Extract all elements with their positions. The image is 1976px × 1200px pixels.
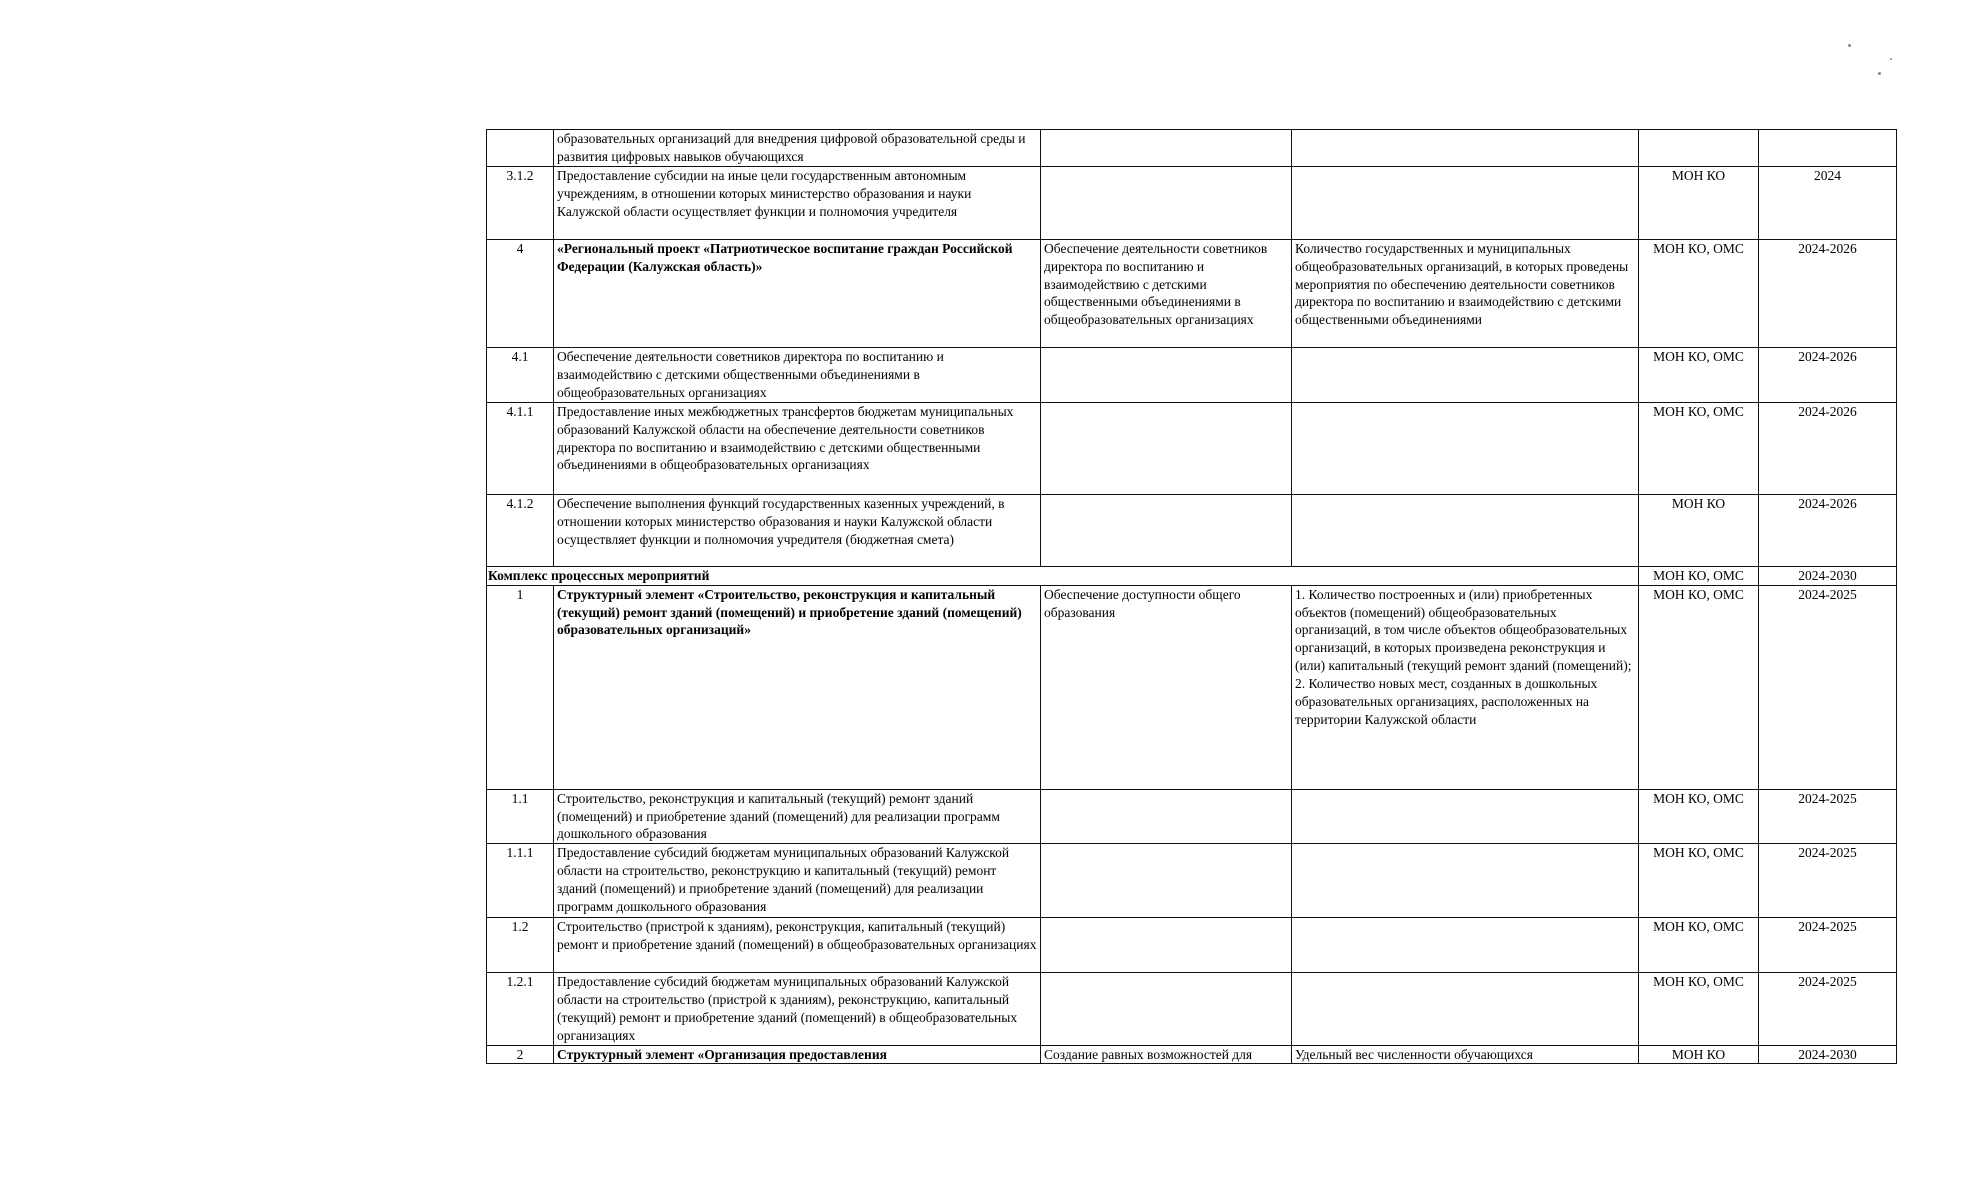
indicator-link-cell: 1. Количество построенных и (или) приобретенных объектов (помещений) общеобразовательных организаций, в том числе объектов общеобразовательных организаций, в которых произведена реконструкция и (или) капитальный (текущий ремонт зданий (помещений); 2. Количество новых мест, созданных в дошкольных образовательных организациях, расположенных на территории Калужской области <box>1292 585 1639 789</box>
table-row <box>487 1045 1897 1064</box>
row-number-cell: 4.1.1 <box>487 403 554 495</box>
expected-result-cell <box>1041 167 1292 240</box>
expected-result-cell: Обеспечение доступности общего образования <box>1041 585 1292 789</box>
responsible-executor-cell: МОН КО <box>1639 167 1759 240</box>
implementation-period-cell: 2024-2026 <box>1759 240 1897 348</box>
responsible-executor-cell: МОН КО, ОМС <box>1639 918 1759 973</box>
activity-name-cell: Структурный элемент «Организация предоставления <box>554 1045 1041 1064</box>
indicator-link-cell <box>1292 789 1639 843</box>
table-row <box>487 130 1897 167</box>
implementation-period-cell: 2024-2025 <box>1759 918 1897 973</box>
expected-result-cell <box>1041 348 1292 403</box>
table-body <box>487 130 1897 1064</box>
table-row <box>487 585 1897 789</box>
responsible-executor-cell: МОН КО, ОМС <box>1639 240 1759 348</box>
row-number-cell: 4.1 <box>487 348 554 403</box>
implementation-period-cell: 2024-2026 <box>1759 495 1897 567</box>
expected-result-cell <box>1041 918 1292 973</box>
responsible-executor-cell <box>1639 130 1759 167</box>
implementation-period-cell <box>1759 130 1897 167</box>
implementation-period-cell: 2024-2026 <box>1759 403 1897 495</box>
row-number-cell: 1 <box>487 585 554 789</box>
scan-speck <box>1878 72 1881 75</box>
table-row <box>487 403 1897 495</box>
expected-result-cell <box>1041 403 1292 495</box>
implementation-period-cell: 2024-2025 <box>1759 973 1897 1045</box>
implementation-period-cell: 2024 <box>1759 167 1897 240</box>
expected-result-cell <box>1041 789 1292 843</box>
table-row <box>487 918 1897 973</box>
implementation-period-cell: 2024-2030 <box>1759 1045 1897 1064</box>
implementation-period-cell: 2024-2025 <box>1759 585 1897 789</box>
program-activities-table <box>486 129 1897 1064</box>
table-row <box>487 973 1897 1045</box>
row-number-cell: 4.1.2 <box>487 495 554 567</box>
activity-name-cell: «Региональный проект «Патриотическое воспитание граждан Российской Федерации (Калужская область)» <box>554 240 1041 348</box>
responsible-executor-cell: МОН КО <box>1639 495 1759 567</box>
row-number-cell <box>487 130 554 167</box>
activity-name-cell: Обеспечение выполнения функций государственных казенных учреждений, в отношении которых министерство образования и науки Калужской области осуществляет функции и полномочия учредителя (бюджетная смета) <box>554 495 1041 567</box>
row-number-cell: 1.2.1 <box>487 973 554 1045</box>
indicator-link-cell <box>1292 918 1639 973</box>
expected-result-cell: Создание равных возможностей для <box>1041 1045 1292 1064</box>
responsible-executor-cell: МОН КО, ОМС <box>1639 567 1759 586</box>
indicator-link-cell: Количество государственных и муниципальных общеобразовательных организаций, в которых проведены мероприятия по обеспечению деятельности советников директора по воспитанию и взаимодействию с детскими общественными объединениями <box>1292 240 1639 348</box>
activity-name-cell: Предоставление субсидии на иные цели государственным автономным учреждениям, в отношении которых министерство образования и науки Калужской области осуществляет функции и полномочия учредителя <box>554 167 1041 240</box>
indicator-link-cell <box>1292 495 1639 567</box>
expected-result-cell <box>1041 130 1292 167</box>
indicator-link-cell <box>1292 167 1639 240</box>
implementation-period-cell: 2024-2025 <box>1759 844 1897 918</box>
activity-name-cell: Предоставление иных межбюджетных трансфертов бюджетам муниципальных образований Калужской области на обеспечение деятельности советников директора по воспитанию и взаимодействию с детскими общественными объединениями в общеобразовательных организациях <box>554 403 1041 495</box>
expected-result-cell <box>1041 973 1292 1045</box>
indicator-link-cell <box>1292 973 1639 1045</box>
row-number-cell: 4 <box>487 240 554 348</box>
scan-speck <box>1848 44 1851 47</box>
row-number-cell: 1.2 <box>487 918 554 973</box>
responsible-executor-cell: МОН КО, ОМС <box>1639 348 1759 403</box>
table-row <box>487 348 1897 403</box>
row-number-cell: 1.1 <box>487 789 554 843</box>
table-row <box>487 495 1897 567</box>
activity-name-cell: Предоставление субсидий бюджетам муниципальных образований Калужской области на строительство (пристрой к зданиям), реконструкцию, капитальный (текущий) ремонт и приобретение зданий (помещений) в общеобразовательных организациях <box>554 973 1041 1045</box>
scan-speck <box>1890 58 1892 60</box>
activity-name-cell: Строительство, реконструкция и капитальный (текущий) ремонт зданий (помещений) и приобретение зданий (помещений) для реализации программ дошкольного образования <box>554 789 1041 843</box>
table-row <box>487 789 1897 843</box>
activity-name-cell: образовательных организаций для внедрения цифровой образовательной среды и развития цифровых навыков обучающихся <box>554 130 1041 167</box>
indicator-link-cell <box>1292 130 1639 167</box>
responsible-executor-cell: МОН КО, ОМС <box>1639 789 1759 843</box>
activity-name-cell: Обеспечение деятельности советников директора по воспитанию и взаимодействию с детскими общественными объединениями в общеобразовательных организациях <box>554 348 1041 403</box>
responsible-executor-cell: МОН КО, ОМС <box>1639 973 1759 1045</box>
expected-result-cell: Обеспечение деятельности советников директора по воспитанию и взаимодействию с детскими общественными объединениями в общеобразовательных организациях <box>1041 240 1292 348</box>
activity-name-cell: Строительство (пристрой к зданиям), реконструкция, капитальный (текущий) ремонт и приобретение зданий (помещений) в общеобразовательных организациях <box>554 918 1041 973</box>
expected-result-cell <box>1041 844 1292 918</box>
row-number-cell: 3.1.2 <box>487 167 554 240</box>
table-row <box>487 844 1897 918</box>
indicator-link-cell: Удельный вес численности обучающихся <box>1292 1045 1639 1064</box>
row-number-cell: 2 <box>487 1045 554 1064</box>
table-row <box>487 167 1897 240</box>
indicator-link-cell <box>1292 403 1639 495</box>
responsible-executor-cell: МОН КО <box>1639 1045 1759 1064</box>
row-number-cell: 1.1.1 <box>487 844 554 918</box>
activity-name-cell: Структурный элемент «Строительство, реконструкция и капитальный (текущий) ремонт зданий (помещений) и приобретение зданий (помещений) образовательных организаций» <box>554 585 1041 789</box>
table-row <box>487 240 1897 348</box>
implementation-period-cell: 2024-2026 <box>1759 348 1897 403</box>
expected-result-cell <box>1041 495 1292 567</box>
responsible-executor-cell: МОН КО, ОМС <box>1639 403 1759 495</box>
responsible-executor-cell: МОН КО, ОМС <box>1639 585 1759 789</box>
indicator-link-cell <box>1292 844 1639 918</box>
section-title: Комплекс процессных мероприятий <box>487 567 1639 586</box>
activity-name-cell: Предоставление субсидий бюджетам муниципальных образований Калужской области на строительство, реконструкцию и капитальный (текущий) ремонт зданий (помещений) и приобретение зданий (помещений) для реализации программ дошкольного образования <box>554 844 1041 918</box>
section-header-row <box>487 567 1897 586</box>
responsible-executor-cell: МОН КО, ОМС <box>1639 844 1759 918</box>
indicator-link-cell <box>1292 348 1639 403</box>
implementation-period-cell: 2024-2025 <box>1759 789 1897 843</box>
implementation-period-cell: 2024-2030 <box>1759 567 1897 586</box>
